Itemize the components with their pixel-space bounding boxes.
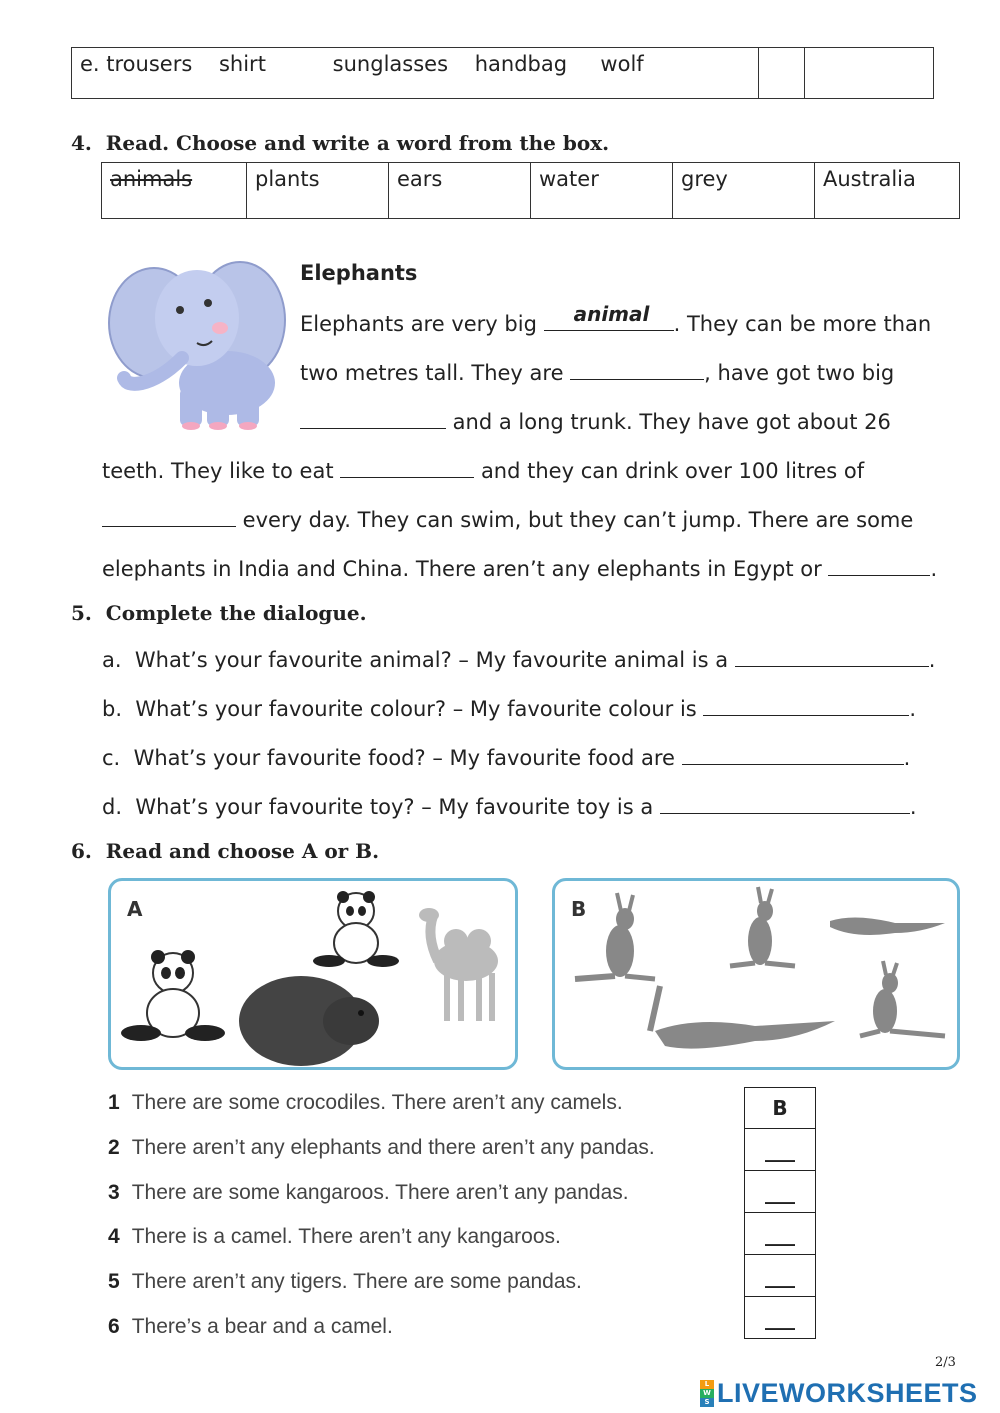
panel-b-label: B xyxy=(571,897,587,921)
word-animals: animals xyxy=(102,163,247,218)
sentence-text: There are some kangaroos. There aren’t any pandas. xyxy=(131,1181,629,1204)
passage-line-6 xyxy=(102,555,937,581)
passage-text: , have got two big xyxy=(704,361,895,385)
sentence-2 xyxy=(108,1136,655,1160)
elephant-illustration xyxy=(102,248,292,433)
answer-box-1[interactable]: B xyxy=(744,1087,816,1129)
logo-letter: W xyxy=(700,1389,714,1398)
passage-text: . xyxy=(930,557,938,581)
blank-5[interactable] xyxy=(102,506,236,527)
answer-box-5[interactable]: ___ xyxy=(744,1255,816,1297)
panel-b-animals xyxy=(555,881,957,1067)
top-row-gap xyxy=(757,47,804,99)
sentence-text: There is a camel. There aren’t any kangaroos. xyxy=(131,1225,561,1248)
sentence-number: 6 xyxy=(108,1315,120,1338)
passage-text: and they can drink over 100 litres of xyxy=(474,459,865,483)
passage-line-2 xyxy=(300,359,894,385)
word-water: water xyxy=(531,163,673,218)
passage-text: . They can be more than xyxy=(673,312,932,336)
dialogue-a: a. What’s your favourite animal? – My favourite animal is a . xyxy=(102,648,936,672)
sentence-number: 4 xyxy=(108,1225,120,1248)
top-row-text: e. trousers shirt sunglasses handbag wolf xyxy=(80,52,644,76)
q6-heading: 6. Read and choose A or B. xyxy=(71,839,380,863)
sentence-6 xyxy=(108,1315,393,1339)
blank-dialogue-a[interactable] xyxy=(735,646,929,667)
brand-name: LIVEWORKSHEETS xyxy=(717,1378,978,1408)
answer-box-4[interactable]: ___ xyxy=(744,1213,816,1255)
word-plants: plants xyxy=(247,163,389,218)
sentence-5 xyxy=(108,1270,582,1294)
sentence-text: There’s a bear and a camel. xyxy=(131,1315,393,1338)
logo-icon xyxy=(700,1380,714,1407)
sentence-text: There aren’t any elephants and there aren’t any pandas. xyxy=(131,1136,655,1159)
panel-a xyxy=(108,878,518,1070)
passage-line-3 xyxy=(300,408,891,434)
sentence-number: 1 xyxy=(108,1091,120,1114)
dialogue-text: a. What’s your favourite animal? – My favourite animal is a xyxy=(102,648,735,672)
dialogue-text: d. What’s your favourite toy? – My favourite toy is a xyxy=(102,795,660,819)
blank-6[interactable] xyxy=(828,555,930,576)
dialogue-b: b. What’s your favourite colour? – My favourite colour is . xyxy=(102,697,917,721)
dialogue-text: c. What’s your favourite food? – My favourite food are xyxy=(102,746,682,770)
sentence-number: 2 xyxy=(108,1136,120,1159)
sentence-number: 3 xyxy=(108,1181,120,1204)
sentence-4 xyxy=(108,1225,561,1249)
word-ears: ears xyxy=(389,163,531,218)
page-number: 2/3 xyxy=(935,1355,956,1370)
answer-box-3[interactable]: ___ xyxy=(744,1171,816,1213)
blank-dialogue-c[interactable] xyxy=(682,744,904,765)
passage-text: and a long trunk. They have got about 26 xyxy=(446,410,891,434)
dialogue-text: b. What’s your favourite colour? – My favourite colour is xyxy=(102,697,704,721)
passage-line-4 xyxy=(102,457,864,483)
panel-a-animals xyxy=(111,881,515,1067)
elephants-title: Elephants xyxy=(300,261,418,285)
logo-letter: L xyxy=(700,1380,714,1389)
brand-logo xyxy=(700,1378,978,1409)
answer-box-6[interactable]: ___ xyxy=(744,1297,816,1339)
sentence-1 xyxy=(108,1091,623,1115)
word-grey: grey xyxy=(673,163,815,218)
top-row-answer-box[interactable] xyxy=(804,47,934,99)
q4-heading: 4. Read. Choose and write a word from the box. xyxy=(71,131,610,155)
logo-letter: S xyxy=(700,1398,714,1407)
panel-b xyxy=(552,878,960,1070)
sentence-3 xyxy=(108,1181,629,1205)
passage-text: two metres tall. They are xyxy=(300,361,571,385)
blank-dialogue-b[interactable] xyxy=(703,695,909,716)
dialogue-c: c. What’s your favourite food? – My favourite food are . xyxy=(102,746,911,770)
blank-2[interactable] xyxy=(570,359,704,380)
word-box xyxy=(101,162,960,219)
passage-line-5 xyxy=(102,506,913,532)
passage-text: every day. They can swim, but they can’t jump. There are some xyxy=(236,508,914,532)
dialogue-d: d. What’s your favourite toy? – My favourite toy is a . xyxy=(102,795,917,819)
sentence-text: There are some crocodiles. There aren’t any camels. xyxy=(131,1091,623,1114)
q5-heading: 5. Complete the dialogue. xyxy=(71,601,367,625)
passage-text: teeth. They like to eat xyxy=(102,459,341,483)
passage-line-1 xyxy=(300,302,932,336)
blank-4[interactable] xyxy=(340,457,474,478)
answer-box-2[interactable]: ___ xyxy=(744,1129,816,1171)
answer-1: animal xyxy=(573,302,650,326)
blank-3[interactable] xyxy=(300,408,446,429)
passage-text: Elephants are very big xyxy=(300,312,544,336)
blank-dialogue-d[interactable] xyxy=(660,793,910,814)
passage-text: elephants in India and China. There aren’t any elephants in Egypt or xyxy=(102,557,829,581)
answer-column xyxy=(744,1087,816,1339)
sentence-text: There aren’t any tigers. There are some pandas. xyxy=(131,1270,582,1293)
panel-a-label: A xyxy=(127,897,143,921)
sentence-number: 5 xyxy=(108,1270,120,1293)
word-australia: Australia xyxy=(823,167,916,191)
